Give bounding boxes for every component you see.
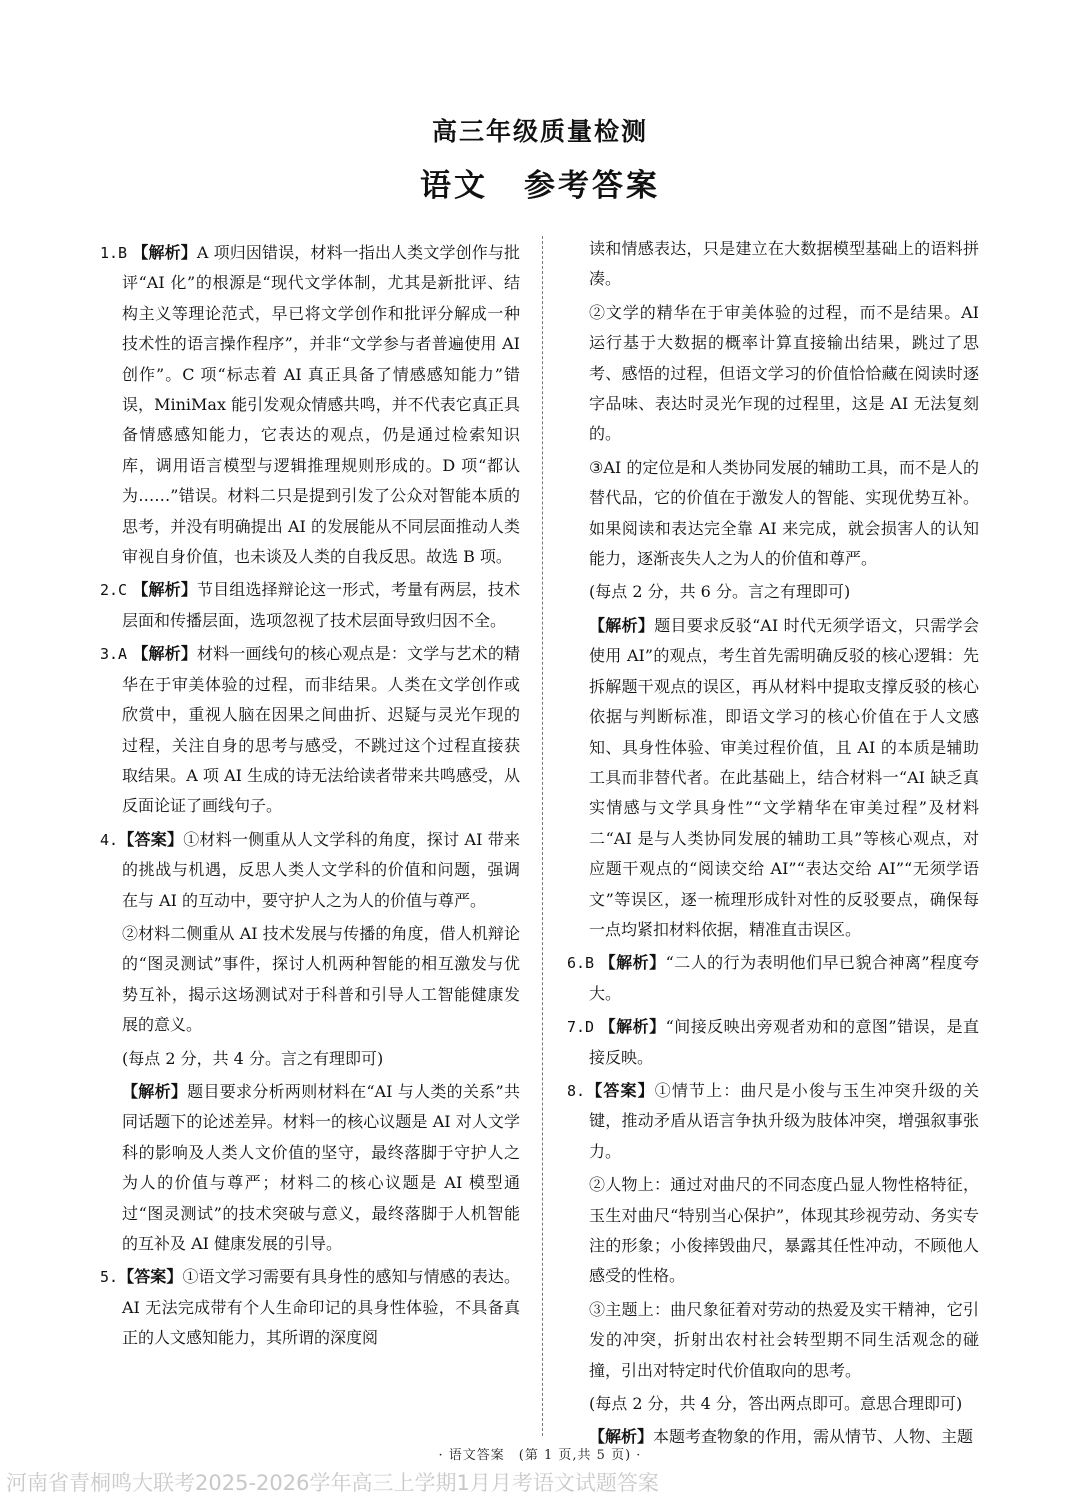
question-number: 7.D bbox=[567, 1018, 595, 1037]
question-number: 3.A bbox=[100, 645, 128, 664]
document-subtitle bbox=[0, 160, 1080, 205]
answer-text: 材料一画线句的核心观点是：文学与艺术的精华在于审美体验的过程，而非结果。人类在文学创作或欣赏中，重视人脑在因果之间曲折、迟疑与灵光乍现的过程，关注自身的思考与感受，不跳过这个过程直接获取结果。A 项 AI 生成的诗无法给读者带来共鸣感受，从反面论证了画线句子。 bbox=[122, 644, 520, 816]
answer-text: (每点 2 分，共 4 分。言之有理即可) bbox=[122, 1048, 384, 1068]
left-column bbox=[100, 238, 520, 1357]
answer-paragraph bbox=[567, 298, 979, 450]
question-number: 1.B bbox=[100, 244, 128, 262]
section-tag: 【答案】 bbox=[118, 829, 184, 849]
answer-item bbox=[100, 825, 520, 916]
section-tag: 【解析】 bbox=[132, 243, 197, 262]
section-tag: 【答案】 bbox=[585, 1080, 655, 1100]
answer-text: ②材料二侧重从 AI 技术发展与传播的角度，借人机辩论的“图灵测试”事件，探讨人机两种智能的相互激发与优势互补，揭示这场测试对于科普和引导人工智能健康发展的意义。 bbox=[122, 923, 520, 1035]
answer-paragraph bbox=[567, 577, 979, 607]
answer-item bbox=[100, 639, 520, 821]
question-number: 2.C bbox=[100, 581, 128, 600]
answer-paragraph bbox=[567, 1389, 979, 1419]
answer-text: ①语文学习需要有具身性的感知与情感的表达。AI 无法完成带有个人生命印记的具身性体验，不具备真正的人文感知能力，其所谓的深度阅 bbox=[122, 1267, 520, 1348]
section-tag: 【解析】 bbox=[599, 1017, 666, 1037]
answer-text: ③AI 的定位是和人类协同发展的辅助工具，而不是人的替代品，它的价值在于激发人的智能、实现优势互补。如果阅读和表达完全靠 AI 来完成，就会损害人的认知能力，逐渐丧失人之为人的价值和尊严。 bbox=[589, 457, 979, 569]
right-column bbox=[567, 234, 979, 1456]
answer-text: “二人的行为表明他们早已貌合神离”程度夸大。 bbox=[589, 953, 979, 1003]
answer-paragraph bbox=[100, 1077, 520, 1259]
answer-text: A 项归因错误，材料一指出人类文学创作与批评“AI 化”的根源是“现代文学体制，尤其是新批评、结构主义等理论范式，早已将文学创作和批评分解成一种技术性的语言操作程序”，并非“文学参与者普遍使用 AI 创作”。C 项“标志着 AI 真正具备了情感感知能力”错误，MiniMax 能引发观众情感共鸣，并不代表它真正具备情感感知能力，它表达的观点，仍是通过检索知识库，调用语言模型与逻辑推理规则形成的。D 项“都认为……”错误。材料二只是提到引发了公众对智能本质的思考，并没有明确提出 AI 的发展能从不同层面推动人类审视自身价值，也未谈及人类的自我反思。故选 B 项。 bbox=[122, 243, 520, 567]
subject-label: 语文 bbox=[420, 168, 488, 204]
answer-text: ②文学的精华在于审美体验的过程，而不是结果。AI 运行基于大数据的概率计算直接输出结果，跳过了思考、感悟的过程，但语文学习的价值恰恰藏在阅读时逐字品味、表达时灵光乍现的过程里，这是 AI 无法复刻的。 bbox=[589, 302, 979, 444]
section-tag: 【解析】 bbox=[132, 580, 197, 600]
answer-text: 读和情感表达，只是建立在大数据模型基础上的语料拼凑。 bbox=[589, 239, 979, 289]
answer-item bbox=[100, 575, 520, 636]
answer-text: (每点 2 分，共 4 分，答出两点即可。意思合理即可) bbox=[589, 1394, 963, 1414]
document-title: 高三年级质量检测 bbox=[431, 117, 648, 146]
section-tag: 【解析】 bbox=[589, 1427, 654, 1447]
column-divider bbox=[542, 236, 543, 1436]
answer-item bbox=[567, 1076, 979, 1167]
answer-text: 题目要求分析两则材料在“AI 与人类的关系”共同话题下的论述差异。材料一的核心议题是 AI 对人文学科的影响及人类人文价值的坚守，最终落脚于守护人之为人的价值与尊严；材料二的核心议题是 AI 模型通过“图灵测试”的技术突破与意义，最终落脚于人机智能的互补及 AI 健康发展的引导。 bbox=[122, 1081, 520, 1253]
answer-paragraph bbox=[567, 234, 979, 295]
question-number: 8. bbox=[567, 1081, 586, 1100]
answer-item bbox=[567, 1012, 979, 1073]
answer-paragraph bbox=[567, 611, 979, 945]
answer-paragraph bbox=[567, 453, 979, 575]
answer-text: ①情节上：曲尺是小俊与玉生冲突升级的关键，推动矛盾从语言争执升级为肢体冲突，增强叙事张力。 bbox=[589, 1080, 979, 1161]
answer-text: 题目要求反驳“AI 时代无须学语文，只需学会使用 AI”的观点，考生首先需明确反驳的核心逻辑：先拆解题干观点的误区，再从材料中提取支撑反驳的核心依据与判断标准，即语文学习的核心价值在于人文感知、具身性体验、审美过程价值，且 AI 的本质是辅助工具而非替代者。在此基础上，结合材料一“AI 缺乏真实情感与文学具身性”“文学精华在审美过程”及材料二“AI 是与人类协同发展的辅助工具”等核心观点，对应题干观点的“阅读交给 AI”“表达交给 AI”“无须学语文”等误区，逐一梳理形成针对性的反驳要点，确保每一点均紧扣材料依据，精准直击误区。 bbox=[589, 615, 979, 939]
answer-item bbox=[567, 948, 979, 1009]
section-tag: 【解析】 bbox=[122, 1081, 188, 1101]
section-tag: 【解析】 bbox=[599, 953, 666, 973]
answer-paragraph bbox=[100, 919, 520, 1041]
answer-text: “间接反映出旁观者劝和的意图”错误，是直接反映。 bbox=[589, 1017, 979, 1067]
answer-paragraph bbox=[100, 1044, 520, 1074]
watermark: 河南省青桐鸣大联考2025-2026学年高三上学期1月月考语文试题答案 bbox=[6, 1471, 659, 1495]
page-footer: · 语文答案 (第 1 页,共 5 页) · bbox=[438, 1448, 642, 1463]
question-number: 5. bbox=[100, 1268, 119, 1287]
section-tag: 【解析】 bbox=[589, 615, 655, 635]
answer-text: ③主题上：曲尺象征着对劳动的热爱及实干精神，它引发的冲突，折射出农村社会转型期不同生活观念的碰撞，引出对特定时代价值取向的思考。 bbox=[589, 1299, 979, 1380]
answer-text: (每点 2 分，共 6 分。言之有理即可) bbox=[589, 582, 851, 602]
answer-item bbox=[100, 1262, 520, 1353]
answer-paragraph bbox=[567, 1170, 979, 1292]
answer-item bbox=[100, 238, 520, 572]
answer-text: ②人物上：通过对曲尺的不同态度凸显人物性格特征，玉生对曲尺“特别当心保护”，体现其珍视劳动、务实专注的形象；小俊摔毁曲尺，暴露其任性冲动，不顾他人感受的性格。 bbox=[589, 1175, 979, 1286]
answer-key-label: 参考答案 bbox=[524, 168, 660, 204]
answer-text: 节目组选择辩论这一形式，考量有两层，技术层面和传播层面，选项忽视了技术层面导致归因不全。 bbox=[122, 580, 520, 630]
section-tag: 【解析】 bbox=[132, 644, 197, 664]
question-number: 4. bbox=[100, 830, 119, 849]
answer-text: ①材料一侧重从人文学科的角度，探讨 AI 带来的挑战与机遇，反思人类人文学科的价值和问题，强调在与 AI 的互动中，要守护人之为人的价值与尊严。 bbox=[122, 829, 520, 910]
question-number: 6.B bbox=[567, 954, 595, 973]
answer-text: 本题考查物象的作用，需从情节、人物、主题 bbox=[653, 1427, 974, 1447]
answer-paragraph bbox=[567, 1295, 979, 1386]
section-tag: 【答案】 bbox=[118, 1267, 183, 1287]
